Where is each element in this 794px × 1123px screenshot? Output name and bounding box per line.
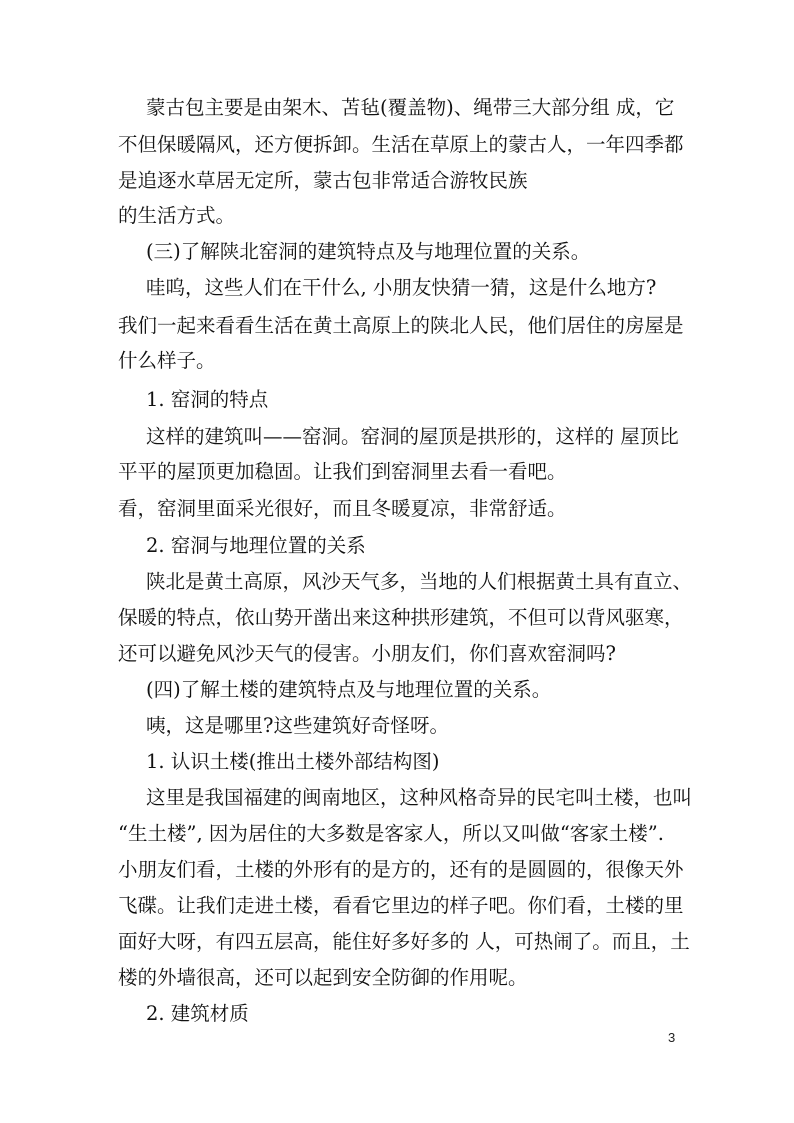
paragraph-line: 面好大呀，有四五层高，能住好多好多的 人，可热闹了。而且，土: [118, 930, 690, 953]
paragraph-line: 不但保暖隔风，还方便拆卸。生活在草原上的蒙古人，一年四季都: [118, 133, 684, 156]
paragraph-line: 哇呜，这些人们在干什么, 小朋友快猜一猜，这是什么地方?: [146, 276, 657, 299]
section-heading: (四)了解土楼的建筑特点及与地理位置的关系。: [146, 678, 552, 701]
paragraph-line: 小朋友们看，土楼的外形有的是方的，还有的是圆圆的，很像天外: [118, 858, 684, 881]
paragraph-line: 陕北是黄土高原，风沙天气多，当地的人们根据黄土具有直立、: [146, 570, 693, 593]
paragraph-line: 咦，这是哪里?这些建筑好奇怪呀。: [146, 714, 449, 737]
paragraph-line: 看，窑洞里面采光很好，而且冬暖夏凉，非常舒适。: [118, 497, 567, 520]
subsection-heading: 2. 窑洞与地理位置的关系: [146, 534, 366, 557]
paragraph-line: 还可以避免风沙天气的侵害。小朋友们，你们喜欢窑洞吗?: [118, 642, 616, 665]
subsection-heading: 2. 建筑材质: [146, 1002, 249, 1025]
paragraph-line: 飞碟。让我们走进土楼，看看它里边的样子吧。你们看，土楼的里: [118, 894, 684, 917]
subsection-heading: 1. 认识土楼(推出土楼外部结构图): [146, 750, 440, 773]
paragraph-line: 保暖的特点，依山势开凿出来这种拱形建筑，不但可以背风驱寒，: [118, 606, 684, 629]
subsection-heading: 1. 窑洞的特点: [146, 388, 269, 411]
paragraph-line: 我们一起来看看生活在黄土高原上的陕北人民，他们居住的房屋是: [118, 314, 684, 337]
section-heading: (三)了解陕北窑洞的建筑特点及与地理位置的关系。: [146, 240, 591, 263]
paragraph-line: 是追逐水草居无定所，蒙古包非常适合游牧民族: [118, 169, 528, 192]
paragraph-line: 楼的外墙很高，还可以起到安全防御的作用呢。: [118, 966, 528, 989]
paragraph-line: 平平的屋顶更加稳固。让我们到窑洞里去看一看吧。: [118, 460, 567, 483]
paragraph-line: 这样的建筑叫——窑洞。窑洞的屋顶是拱形的，这样的 屋顶比: [146, 425, 679, 448]
paragraph-line: 什么样子。: [118, 349, 216, 372]
paragraph-line: “生土楼”, 因为居住的大多数是客家人，所以又叫做“客家土楼”.: [118, 822, 664, 845]
paragraph-line: 蒙古包主要是由架木、苫毡(覆盖物)、绳带三大部分组 成，它: [146, 96, 675, 119]
page-number: 3: [668, 1030, 676, 1045]
paragraph-line: 这里是我国福建的闽南地区，这种风格奇异的民宅叫土楼，也叫: [146, 786, 693, 809]
paragraph-line: 的生活方式。: [118, 204, 236, 227]
